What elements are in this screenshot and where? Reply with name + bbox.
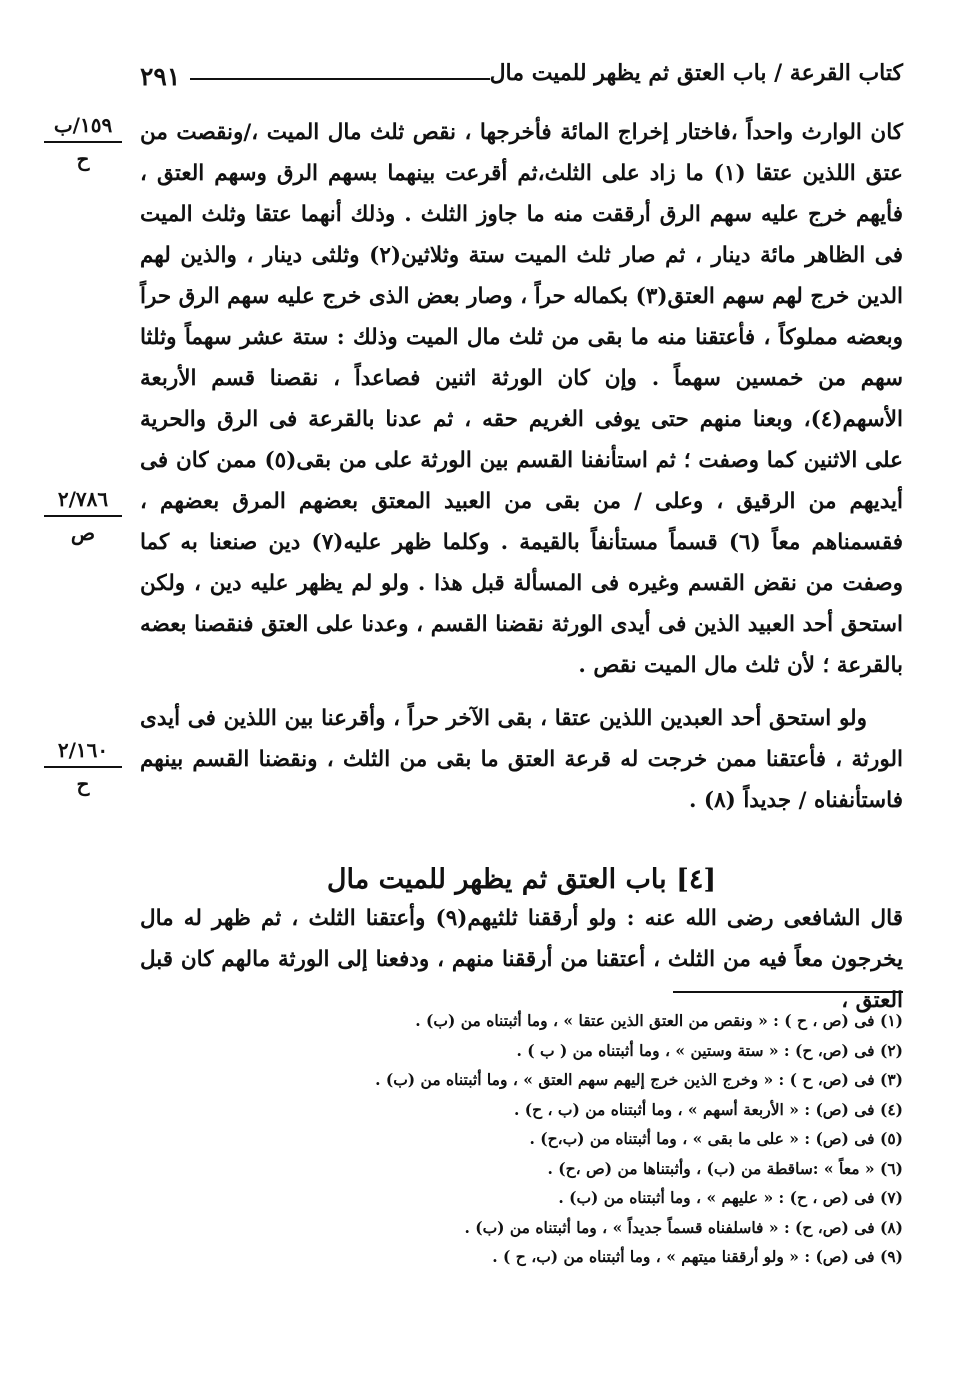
footnote: (٨) فى (ص، ح) : « فاسلفناه قسماً جديداً » ، وما أثبتناه من (ب) . bbox=[464, 1217, 903, 1237]
body-paragraph: كان الوارث واحداً ،فاختار إخراج المائة فأخرجها ، نقص ثلث مال الميت ،/ونقصت من عتق اللذين عتقا (١) ما زاد على الثلث،ثم أقرعت بينهما بسهم الرق وسهم العتق ، فأيهم خرج عليه سهم الرق أرققت منه ما جاوز الثلث . وذلك أنهما عتقا وثلث الميت فى الظاهر مائة دينار ، ثم صار ثلث الميت ستة وثلاثين(٢) وثلثى دينار ، والذين لهم الدين خرج لهم سهم العتق(٣) بكماله حراً ، وصار بعض الذى خرج عليه سهم الرق حراً وبعضه مملوكاً ، فأعتقنا منه ما بقى من ثلث مال الميت وذلك : ستة عشر سهماً وثلثا سهم من خمسين سهماً . وإن كان الورثة اثنين فصاعداً ، نقصنا قسم الأربعة الأسهم(٤)، وبعنا منهم حتى يوفى الغريم حقه ، ثم عدنا بالقرعة فى الرق والحرية على الاثنين كما وصفت ؛ ثم استأنفنا القسم بين الورثة على من بقى(٥) ممن كان فى أيديهم من الرقيق ، وعلى / من بقى من العبيد المعتق بعضهم المرق بعضهم ، فقسمناهم معاً (٦) قسماً مستأنفاً بالقيمة . وكلما ظهر عليه(٧) دين صنعنا به كما وصفت من نقض القسم وغيره فى المسألة قبل هذا . ولو لم يظهر عليه دين ، ولكن استحق أحد العبيد الذين فى أيدى الورثة نقضنا القسم ، وعدنا على العتق فنقصنا بعضه بالقرعة ؛ لأن ثلث مال الميت نقص . bbox=[139, 120, 903, 678]
footnote: (٦) « معاً » :ساقطة من (ب) ، وأثبتناها من (ص ،ح) . bbox=[547, 1158, 903, 1178]
main-text bbox=[140, 112, 903, 821]
chapter-text bbox=[140, 898, 903, 1021]
margin-reference-rule bbox=[44, 515, 122, 517]
margin-reference-folio: ٢/٧٨٦ bbox=[57, 487, 109, 511]
body-paragraph: ولو استحق أحد العبدين اللذين عتقا ، بقى الآخر حراً ، وأقرعنا بين اللذين فى أيدى الورثة ، فأعتقنا ممن خرجت له قرعة العتق ما بقى من الثلث ، ونقضنا القسم بينهم فاستأنفناه / جديداً (٨) . bbox=[140, 706, 903, 813]
header-title: كتاب القرعة / باب العتق ثم يظهر للميت مال bbox=[489, 60, 903, 86]
footnotes bbox=[300, 1006, 903, 1272]
margin-reference bbox=[44, 486, 122, 545]
margin-reference-manuscript: ح bbox=[76, 772, 90, 796]
chapter-paragraph: قال الشافعى رضى الله عنه : ولو أرققنا ثلثيهم(٩) وأعتقنا الثلث ، ثم ظهر له مال يخرجون معاً فيه من الثلث ، أعتقنا من أرققنا منهم ، ودفعنا إلى الورثة مالهم كان قبل العتق ، bbox=[140, 906, 903, 1013]
margin-reference-manuscript: ص bbox=[70, 521, 96, 545]
page-number: ٢٩١ bbox=[140, 62, 181, 91]
footnote: (٤) فى (ص) : « الأربعة أسهم » ، وما أثبتناه من (ب ، ح) . bbox=[513, 1099, 903, 1119]
footnote: (٣) فى (ص، ح ) : « وخرج الذين خرج إليهم سهم العتق » ، وما أثبتناه من (ب) . bbox=[375, 1070, 903, 1089]
margin-reference-rule bbox=[44, 766, 122, 768]
margin-reference-manuscript: ح bbox=[76, 147, 90, 171]
footnote: (١) فى (ص ، ح ) : « ونقص من العتق الذين عتقا » ، وما أثبتناه من (ب) . bbox=[415, 1011, 903, 1030]
footnote-separator bbox=[673, 991, 903, 993]
footnote: (٩) فى (ص) : « ولو أرققنا ميتهم » ، وما أثبتناه من (ب، ح ) . bbox=[492, 1247, 903, 1266]
margin-reference-rule bbox=[44, 141, 122, 143]
footnote: (٥) فى (ص) : « على ما بقى » ، وما أثبتناه من (ب،ح) . bbox=[529, 1129, 903, 1148]
header-rule bbox=[190, 78, 490, 80]
margin-reference-folio: ١٥٩/ب bbox=[53, 113, 113, 137]
running-header bbox=[140, 60, 903, 94]
footnote: (٢) فى (ص، ح) : « ستة وستين » ، وما أثبتناه من ( ب ) . bbox=[516, 1040, 903, 1060]
margin-reference bbox=[44, 112, 122, 171]
chapter-heading: [٤] باب العتق ثم يظهر للميت مال bbox=[326, 864, 717, 896]
margin-reference-folio: ٢/١٦٠ bbox=[57, 738, 109, 762]
margin-reference bbox=[44, 737, 122, 796]
footnote: (٧) فى (ص ، ح) : « عليهم » ، وما أثبتناه من (ب) . bbox=[558, 1188, 903, 1207]
